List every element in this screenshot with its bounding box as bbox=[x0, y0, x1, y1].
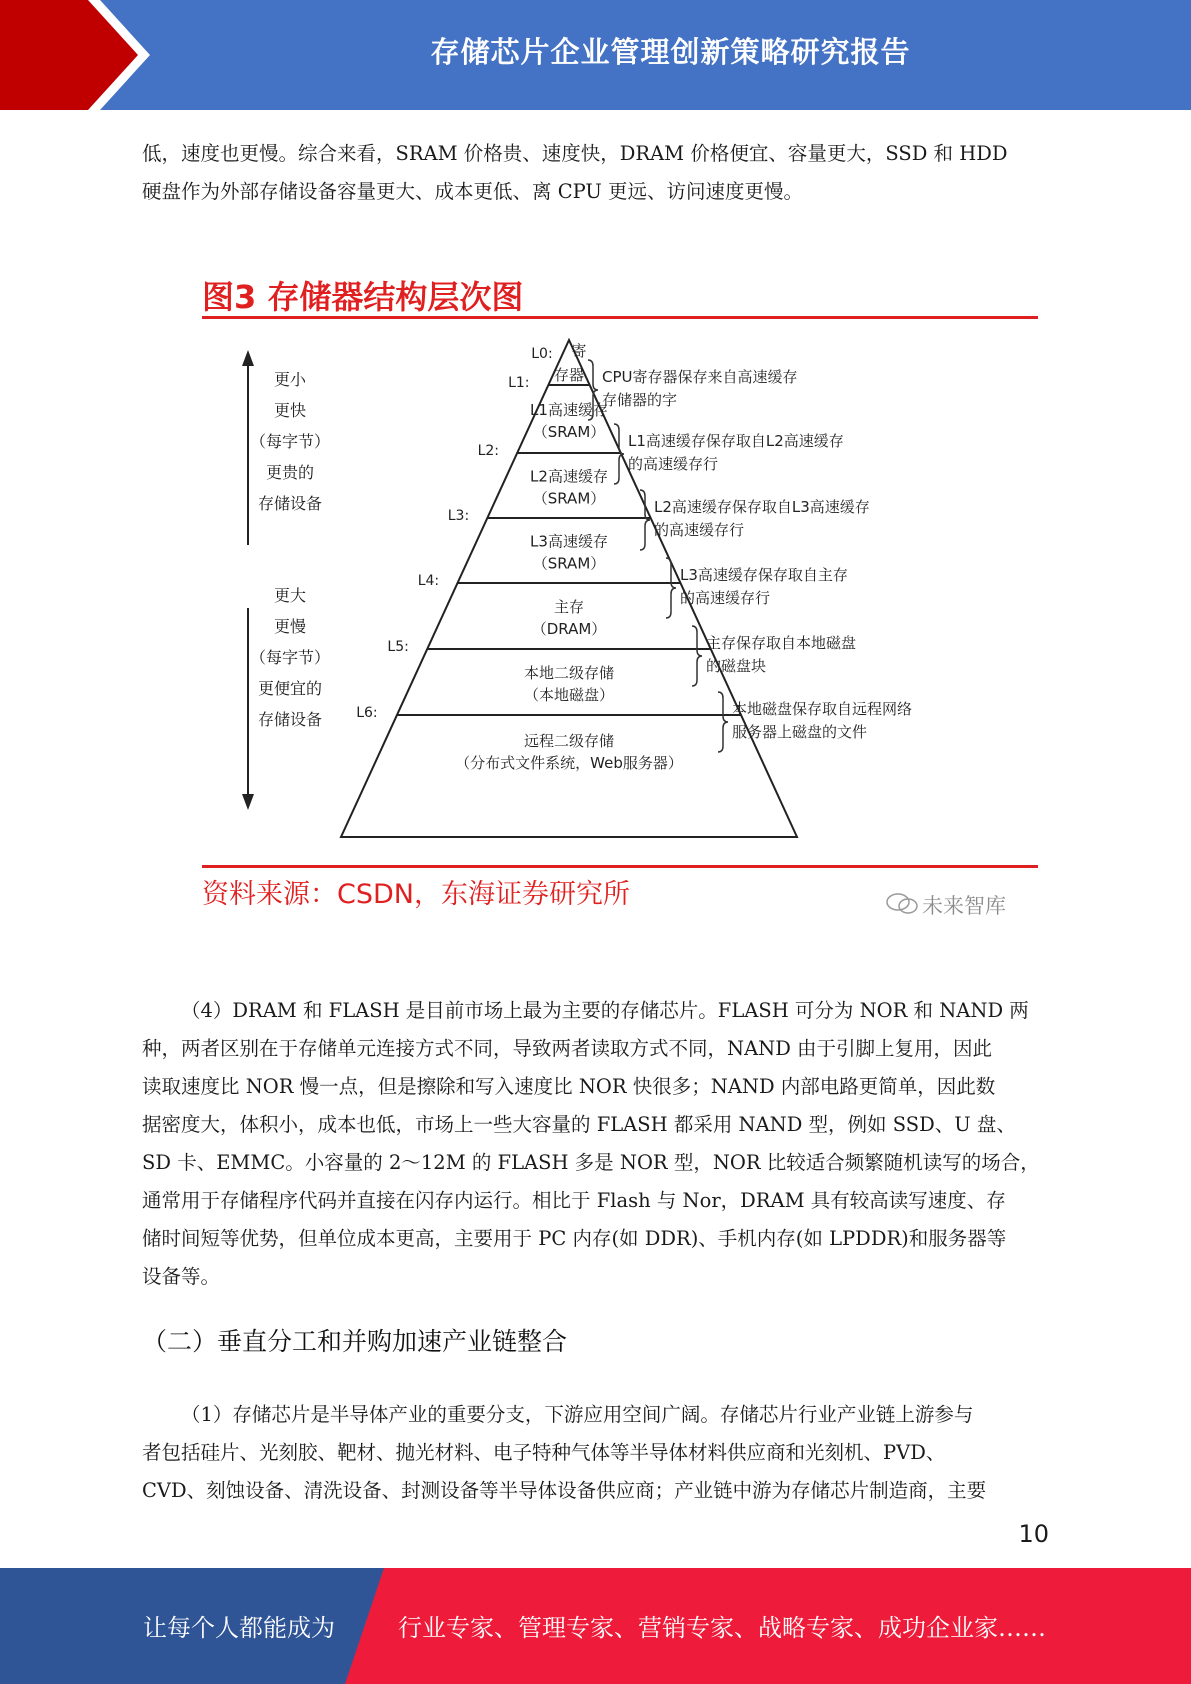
note-brace bbox=[718, 692, 728, 752]
paragraph-line: 种，两者区别在于存储单元连接方式不同，导致两者读取方式不同，NAND 由于引脚上复用，因此 bbox=[142, 1037, 993, 1060]
descriptor-line: 存储设备 bbox=[257, 494, 322, 513]
paragraph-line: 据密度大，体积小，成本也低，市场上一些大容量的 FLASH 都采用 NAND 型，例如 SSD、U 盘、 bbox=[142, 1113, 1016, 1136]
descriptor-line: 更贵的 bbox=[265, 463, 314, 482]
descriptor-line: 更快 bbox=[273, 401, 306, 420]
page-footer bbox=[0, 1568, 1191, 1684]
tier-name: 本地二级存储 bbox=[523, 664, 615, 682]
figure-source: 资料来源：CSDN，东海证券研究所 bbox=[202, 879, 630, 910]
paragraph-line: CVD、刻蚀设备、清洗设备、封测设备等半导体设备供应商；产业链中游为存储芯片制造商，主要 bbox=[142, 1479, 987, 1502]
paragraph-line: （1）存储芯片是半导体产业的重要分支，下游应用空间广阔。存储芯片行业产业链上游参与 bbox=[181, 1403, 974, 1426]
descriptor-line: 更小 bbox=[273, 370, 306, 389]
tier-subtitle: （分布式文件系统，Web服务器） bbox=[455, 754, 683, 772]
descriptor-line: 存储设备 bbox=[257, 710, 322, 729]
memory-hierarchy-figure bbox=[170, 240, 1070, 930]
tier-code-label: L5: bbox=[387, 639, 409, 655]
tier-code-label: L2: bbox=[477, 443, 500, 459]
note-brackets bbox=[588, 360, 912, 752]
tier-code-label: L1: bbox=[508, 375, 530, 391]
section-heading: （二）垂直分工和并购加速产业链整合 bbox=[142, 1327, 568, 1356]
paragraph-line: 通常用于存储程序代码并直接在闪存内运行。相比于 Flash 与 Nor，DRAM 具有较高读写速度、存 bbox=[142, 1189, 1006, 1212]
intro-line: 硬盘作为外部存储设备容量更大、成本更低、离 CPU 更远、访问速度更慢。 bbox=[142, 180, 804, 203]
figure-top-rule bbox=[202, 316, 1038, 319]
note-line: 的磁盘块 bbox=[706, 657, 767, 675]
descriptor-line: 更大 bbox=[273, 586, 306, 605]
header-arrow-decoration bbox=[0, 0, 160, 110]
tier-name: L2高速缓存 bbox=[530, 467, 608, 486]
note-line: 的高速缓存行 bbox=[680, 589, 771, 607]
larger-slower-label bbox=[250, 580, 330, 735]
tier-name: L1高速缓存 bbox=[530, 401, 608, 419]
tier-code-label: L4: bbox=[417, 573, 440, 589]
tier-code-label: L6: bbox=[356, 705, 378, 721]
note-line: 服务器上磁盘的文件 bbox=[732, 723, 868, 741]
paragraph-line: 设备等。 bbox=[142, 1265, 221, 1288]
descriptor-line: 更慢 bbox=[273, 617, 306, 636]
paragraph-1 bbox=[142, 1396, 1048, 1510]
figure-bottom-rule bbox=[202, 865, 1038, 868]
paragraph-4 bbox=[142, 992, 1048, 1296]
tier-name: 寄 bbox=[571, 342, 587, 360]
down-arrow-icon bbox=[242, 794, 254, 810]
note-line: L1高速缓存保存取自L2高速缓存 bbox=[628, 432, 844, 450]
tier-subtitle: （SRAM） bbox=[532, 489, 606, 508]
tier-name: 远程二级存储 bbox=[523, 732, 615, 750]
note-brace bbox=[666, 558, 676, 618]
page-header bbox=[0, 0, 1191, 110]
note-brace bbox=[692, 626, 702, 686]
note-line: 主存保存取自本地磁盘 bbox=[706, 634, 857, 652]
footer-slogan-left: 让每个人都能成为 bbox=[143, 1614, 335, 1642]
tier-name: L3高速缓存 bbox=[530, 532, 608, 551]
note-line: CPU寄存器保存来自高速缓存 bbox=[602, 368, 798, 386]
watermark-text: 未来智库 bbox=[922, 894, 1006, 918]
descriptor-line: 更便宜的 bbox=[257, 679, 322, 698]
tier-subtitle: （SRAM） bbox=[532, 423, 606, 441]
tier-name: 主存 bbox=[553, 598, 585, 616]
tier-code-label: L0: bbox=[531, 346, 553, 362]
note-line: 的高速缓存行 bbox=[654, 521, 745, 539]
tier-code-label: L3: bbox=[447, 508, 470, 524]
paragraph-line: 读取速度比 NOR 慢一点，但是擦除和写入速度比 NOR 快很多；NAND 内部电路更简单，因此数 bbox=[142, 1075, 996, 1098]
intro-paragraph bbox=[142, 135, 1048, 211]
note-line: 存储器的字 bbox=[602, 391, 678, 409]
descriptor-line: （每字节） bbox=[250, 432, 331, 451]
report-title: 存储芯片企业管理创新策略研究报告 bbox=[430, 35, 911, 69]
note-line: L3高速缓存保存取自主存 bbox=[680, 566, 848, 584]
intro-line: 低，速度也更慢。综合来看，SRAM 价格贵、速度快，DRAM 价格便宜、容量更大，SSD 和 HDD bbox=[142, 142, 1008, 165]
page-number: 10 bbox=[1018, 1520, 1049, 1548]
paragraph-line: SD 卡、EMMC。小容量的 2～12M 的 FLASH 多是 NOR 型，NOR 比较适合频繁随机读写的场合， bbox=[142, 1151, 1040, 1174]
tier-subtitle: 存器 bbox=[553, 366, 585, 384]
wechat-icon bbox=[885, 890, 921, 916]
tier-subtitle: （SRAM） bbox=[532, 554, 606, 573]
tier-subtitle: （DRAM） bbox=[531, 620, 607, 638]
footer-slogan-right: 行业专家、管理专家、营销专家、战略专家、成功企业家…… bbox=[398, 1614, 1046, 1642]
note-line: 的高速缓存行 bbox=[628, 455, 719, 473]
descriptor-line: （每字节） bbox=[250, 648, 331, 667]
paragraph-line: 者包括硅片、光刻胶、靶材、抛光材料、电子特种气体等半导体材料供应商和光刻机、PVD、 bbox=[142, 1441, 946, 1464]
note-line: L2高速缓存保存取自L3高速缓存 bbox=[654, 498, 870, 516]
paragraph-line: （4）DRAM 和 FLASH 是目前市场上最为主要的存储芯片。FLASH 可分为 NOR 和 NAND 两 bbox=[181, 999, 1029, 1022]
note-line: 本地磁盘保存取自远程网络 bbox=[732, 700, 913, 718]
figure-title: 图3 存储器结构层次图 bbox=[202, 278, 524, 316]
paragraph-line: 储时间短等优势，但单位成本更高，主要用于 PC 内存(如 DDR)、手机内存(如 LPDDR)和服务器等 bbox=[142, 1227, 1007, 1250]
tier-subtitle: （本地磁盘） bbox=[523, 686, 615, 704]
smaller-faster-label bbox=[250, 364, 330, 519]
